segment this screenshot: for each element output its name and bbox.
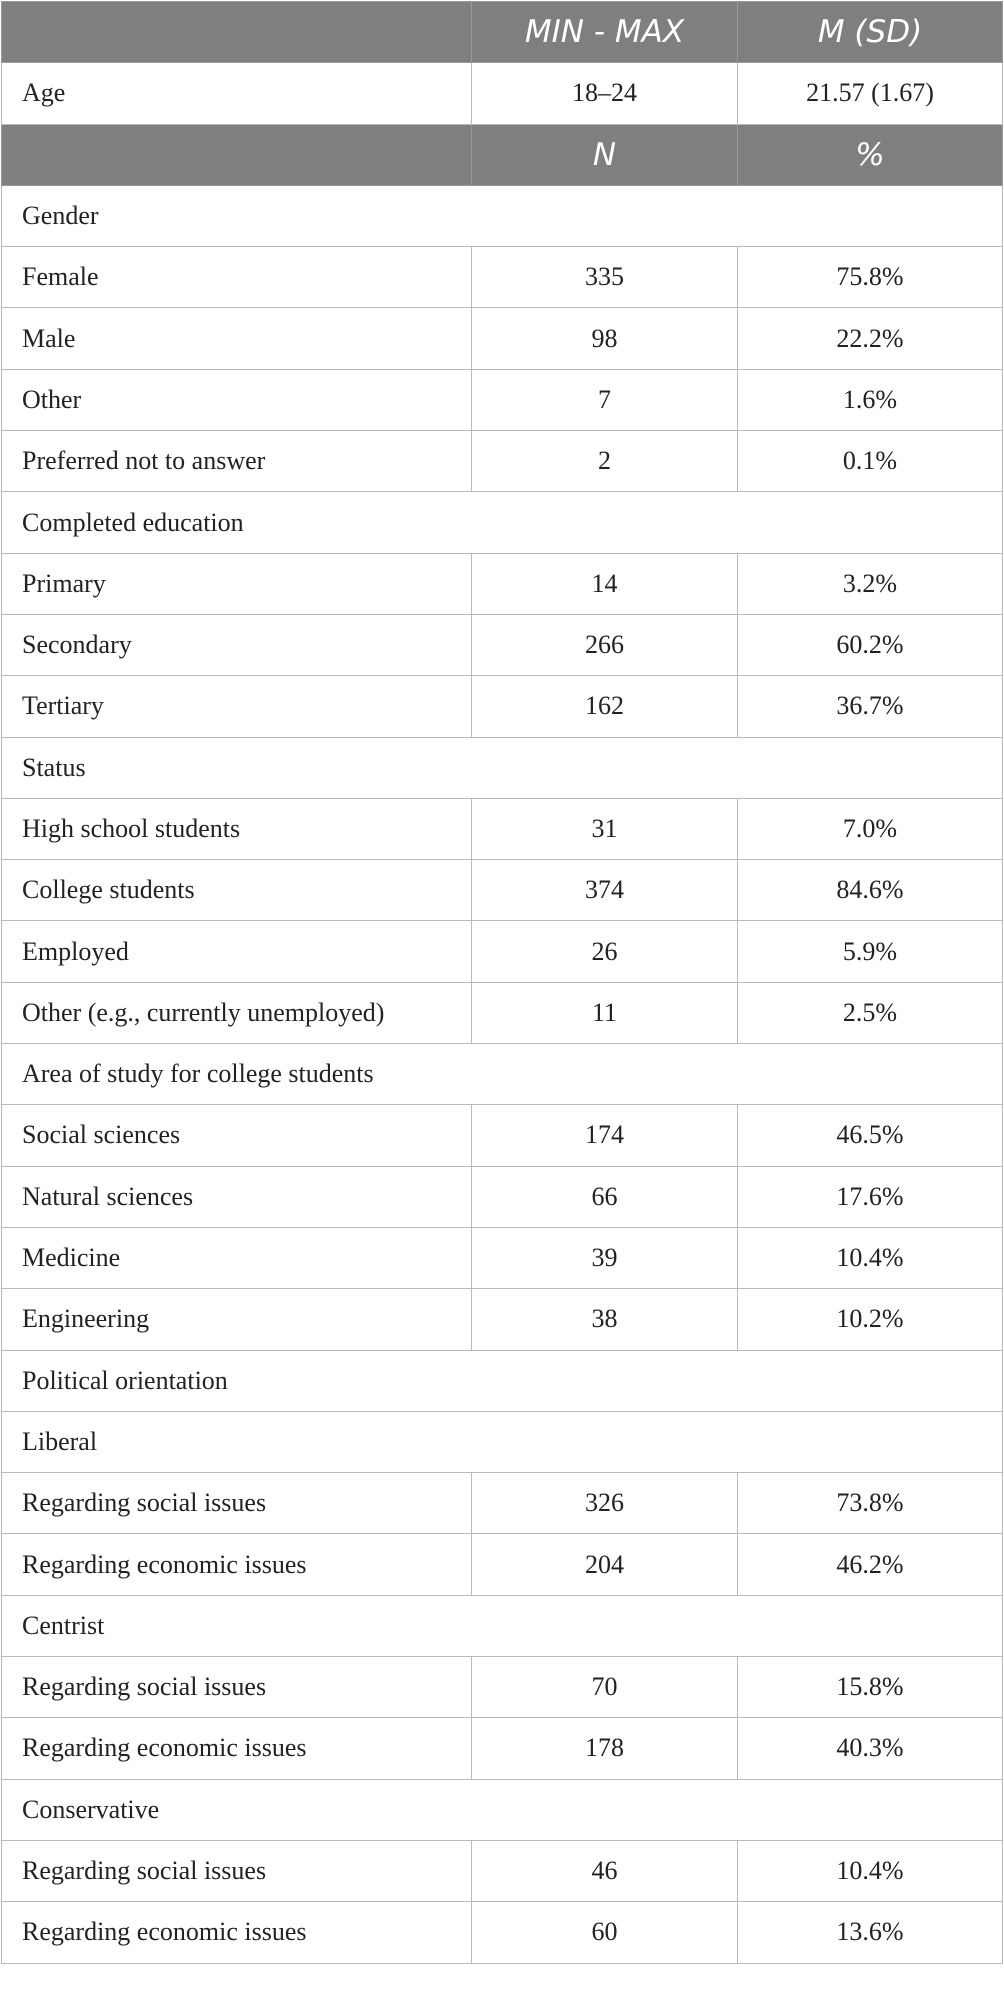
row-percent: 22.2% — [738, 308, 1003, 369]
row-count: 39 — [472, 1227, 738, 1288]
row-count: 70 — [472, 1657, 738, 1718]
section-label: Status — [2, 737, 1003, 798]
row-count: 60 — [472, 1902, 738, 1963]
row-percent: 40.3% — [738, 1718, 1003, 1779]
row-percent: 5.9% — [738, 921, 1003, 982]
demographics-table — [1, 1, 1003, 1964]
row-percent: 13.6% — [738, 1902, 1003, 1963]
row-count: 38 — [472, 1289, 738, 1350]
row-count: 31 — [472, 798, 738, 859]
header-mean-sd: M (SD) — [738, 2, 1003, 63]
row-count: 266 — [472, 614, 738, 675]
row-count: 204 — [472, 1534, 738, 1595]
table-row — [2, 860, 1003, 921]
row-count: 46 — [472, 1840, 738, 1901]
table-row — [2, 369, 1003, 430]
header-row-range — [2, 2, 1003, 63]
row-label: Other (e.g., currently unemployed) — [2, 982, 472, 1043]
section-row — [2, 1595, 1003, 1656]
row-label: Regarding social issues — [2, 1840, 472, 1901]
section-label: Completed education — [2, 492, 1003, 553]
row-label: Primary — [2, 553, 472, 614]
row-percent: 17.6% — [738, 1166, 1003, 1227]
table-row — [2, 798, 1003, 859]
row-label: Regarding social issues — [2, 1473, 472, 1534]
row-label: Natural sciences — [2, 1166, 472, 1227]
row-percent: 75.8% — [738, 247, 1003, 308]
table-row — [2, 308, 1003, 369]
row-percent: 1.6% — [738, 369, 1003, 430]
row-percent: 46.2% — [738, 1534, 1003, 1595]
row-percent: 60.2% — [738, 614, 1003, 675]
section-row — [2, 1044, 1003, 1105]
row-percent: 46.5% — [738, 1105, 1003, 1166]
row-count: 174 — [472, 1105, 738, 1166]
row-label: Employed — [2, 921, 472, 982]
section-row — [2, 492, 1003, 553]
table-row — [2, 247, 1003, 308]
section-row — [2, 1350, 1003, 1411]
row-percent: 7.0% — [738, 798, 1003, 859]
row-count: 335 — [472, 247, 738, 308]
row-label: Female — [2, 247, 472, 308]
age-label: Age — [2, 63, 472, 124]
table-row — [2, 676, 1003, 737]
row-count: 66 — [472, 1166, 738, 1227]
age-row — [2, 63, 1003, 124]
row-percent: 10.4% — [738, 1227, 1003, 1288]
row-percent: 10.4% — [738, 1840, 1003, 1901]
row-label: Preferred not to answer — [2, 431, 472, 492]
table-row — [2, 1473, 1003, 1534]
row-percent: 15.8% — [738, 1657, 1003, 1718]
row-label: High school students — [2, 798, 472, 859]
row-percent: 36.7% — [738, 676, 1003, 737]
row-count: 7 — [472, 369, 738, 430]
row-percent: 3.2% — [738, 553, 1003, 614]
row-count: 98 — [472, 308, 738, 369]
row-count: 2 — [472, 431, 738, 492]
age-mean-sd: 21.57 (1.67) — [738, 63, 1003, 124]
table-row — [2, 1166, 1003, 1227]
row-label: Regarding economic issues — [2, 1902, 472, 1963]
header-blank-cell — [2, 2, 472, 63]
table-row — [2, 1902, 1003, 1963]
table-row — [2, 1534, 1003, 1595]
row-percent: 10.2% — [738, 1289, 1003, 1350]
table-row — [2, 1227, 1003, 1288]
row-count: 162 — [472, 676, 738, 737]
row-label: Medicine — [2, 1227, 472, 1288]
row-label: Other — [2, 369, 472, 430]
row-label: Male — [2, 308, 472, 369]
header-blank-cell-2 — [2, 124, 472, 185]
table-row — [2, 1718, 1003, 1779]
header-n: N — [472, 124, 738, 185]
section-label: Liberal — [2, 1411, 1003, 1472]
section-row — [2, 737, 1003, 798]
section-label: Political orientation — [2, 1350, 1003, 1411]
row-count: 11 — [472, 982, 738, 1043]
row-percent: 0.1% — [738, 431, 1003, 492]
table-body — [2, 63, 1003, 1963]
table-row — [2, 982, 1003, 1043]
section-label: Conservative — [2, 1779, 1003, 1840]
row-count: 26 — [472, 921, 738, 982]
row-percent: 73.8% — [738, 1473, 1003, 1534]
section-label: Centrist — [2, 1595, 1003, 1656]
row-label: Engineering — [2, 1289, 472, 1350]
row-label: Social sciences — [2, 1105, 472, 1166]
table-row — [2, 1289, 1003, 1350]
header-min-max: MIN - MAX — [472, 2, 738, 63]
row-percent: 84.6% — [738, 860, 1003, 921]
section-row — [2, 185, 1003, 246]
table-row — [2, 431, 1003, 492]
section-label: Gender — [2, 185, 1003, 246]
table-row — [2, 614, 1003, 675]
row-count: 326 — [472, 1473, 738, 1534]
header-percent: % — [738, 124, 1003, 185]
row-label: Tertiary — [2, 676, 472, 737]
table-row — [2, 1657, 1003, 1718]
demographics-table-container — [1, 1, 1002, 1964]
table-row — [2, 553, 1003, 614]
section-row — [2, 1779, 1003, 1840]
section-row — [2, 1411, 1003, 1472]
row-count: 178 — [472, 1718, 738, 1779]
table-row — [2, 1840, 1003, 1901]
row-count: 14 — [472, 553, 738, 614]
row-label: Regarding economic issues — [2, 1534, 472, 1595]
row-label: Regarding social issues — [2, 1657, 472, 1718]
section-label: Area of study for college students — [2, 1044, 1003, 1105]
row-label: Regarding economic issues — [2, 1718, 472, 1779]
row-label: Secondary — [2, 614, 472, 675]
row-label: College students — [2, 860, 472, 921]
table-row — [2, 921, 1003, 982]
row-percent: 2.5% — [738, 982, 1003, 1043]
header-row-counts — [2, 124, 1003, 185]
row-count: 374 — [472, 860, 738, 921]
table-row — [2, 1105, 1003, 1166]
age-range: 18–24 — [472, 63, 738, 124]
